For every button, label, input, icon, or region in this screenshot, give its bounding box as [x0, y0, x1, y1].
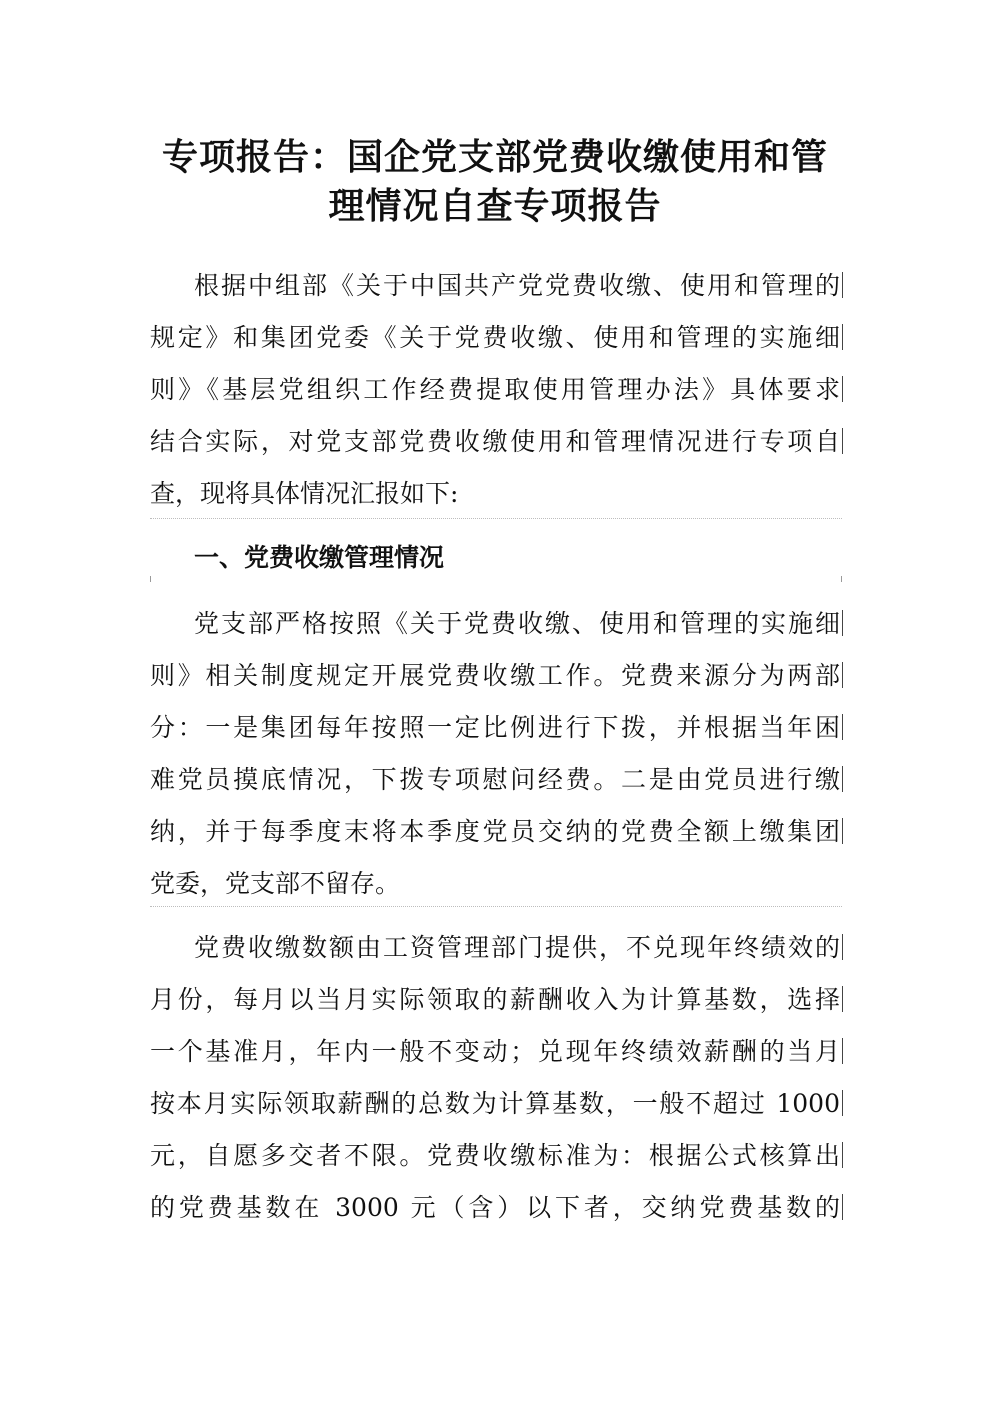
section-1-para-2-line: 月份，每月以当月实际领取的薪酬收入为计算基数，选择	[150, 985, 840, 1014]
layout-corner-mark	[841, 576, 842, 582]
section-1-para-2-line: 元，自愿多交者不限。党费收缴标准为：根据公式核算出	[150, 1141, 840, 1170]
paragraph-boundary	[150, 906, 842, 907]
intro-line: 结合实际，对党支部党费收缴使用和管理情况进行专项自	[150, 427, 840, 456]
section-1-para-2-line: 一个基准月，年内一般不变动；兑现年终绩效薪酬的当月	[150, 1037, 840, 1066]
line-end-mark	[842, 1142, 843, 1168]
line-end-mark	[842, 272, 843, 298]
line-end-mark	[842, 986, 843, 1012]
line-end-mark	[842, 818, 843, 844]
layout-corner-mark	[150, 576, 151, 582]
document-title-line-2: 理情况自查专项报告	[328, 186, 662, 227]
section-1-para-1-line: 分：一是集团每年按照一定比例进行下拨，并根据当年困	[150, 713, 840, 742]
section-1-para-1-line: 难党员摸底情况，下拨专项慰问经费。二是由党员进行缴	[150, 765, 840, 794]
line-end-mark	[842, 376, 843, 402]
intro-line: 则》《基层党组织工作经费提取使用管理办法》具体要求	[150, 375, 840, 404]
section-1-para-2-line: 党费收缴数额由工资管理部门提供，不兑现年终绩效的	[194, 933, 840, 962]
section-1-para-1-line: 则》相关制度规定开展党费收缴工作。党费来源分为两部	[150, 661, 840, 690]
line-end-mark	[842, 610, 843, 636]
line-end-mark	[842, 662, 843, 688]
line-end-mark	[842, 1090, 843, 1116]
line-end-mark	[842, 766, 843, 792]
section-1-para-1-line: 党支部严格按照《关于党费收缴、使用和管理的实施细	[194, 609, 840, 638]
line-end-mark	[842, 934, 843, 960]
paragraph-boundary	[150, 518, 842, 519]
intro-line: 查，现将具体情况汇报如下:	[150, 479, 459, 508]
line-end-mark	[842, 428, 843, 454]
line-end-mark	[842, 324, 843, 350]
section-1-heading: 一、党费收缴管理情况	[194, 543, 445, 572]
line-end-mark	[842, 1038, 843, 1064]
intro-line: 根据中组部《关于中国共产党党费收缴、使用和管理的	[194, 271, 840, 300]
section-1-para-1-line: 党委，党支部不留存。	[150, 869, 401, 898]
line-end-mark	[842, 714, 843, 740]
intro-line: 规定》和集团党委《关于党费收缴、使用和管理的实施细	[150, 323, 840, 352]
section-1-para-2-line: 的党费基数在 3000 元（含）以下者，交纳党费基数的	[150, 1193, 840, 1222]
document-title-line-1: 专项报告：国企党支部党费收缴使用和管	[161, 137, 828, 178]
line-end-mark	[842, 1194, 843, 1220]
section-1-para-2-line: 按本月实际领取薪酬的总数为计算基数，一般不超过 1000	[150, 1089, 840, 1118]
section-1-para-1-line: 纳，并于每季度末将本季度党员交纳的党费全额上缴集团	[150, 817, 840, 846]
